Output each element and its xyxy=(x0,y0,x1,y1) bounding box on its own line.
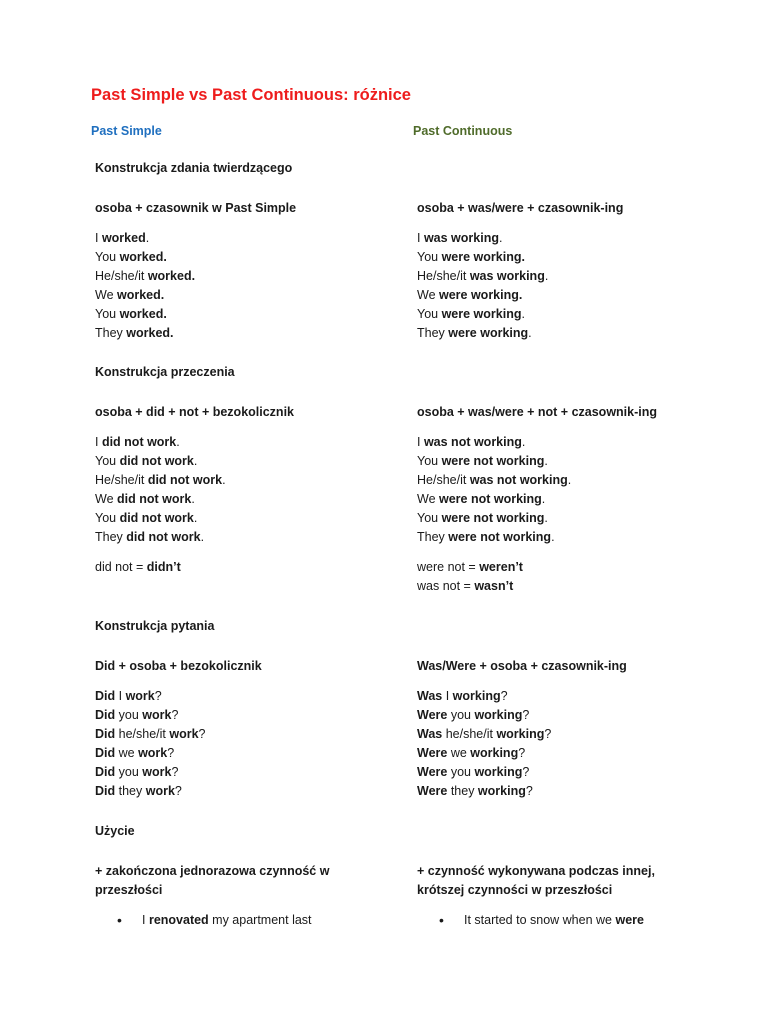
plain-text: You xyxy=(417,250,442,264)
negative-right-contractions xyxy=(417,558,523,596)
plain-text: He/she/it xyxy=(95,269,148,283)
negative-left-contraction xyxy=(95,558,181,577)
plain-text: They xyxy=(417,530,449,544)
plain-text: You xyxy=(95,250,120,264)
plain-text: I xyxy=(95,231,102,245)
example-line xyxy=(417,725,551,744)
plain-text: were not = xyxy=(417,560,480,574)
plain-text: We xyxy=(95,288,117,302)
plain-text: I xyxy=(115,689,126,703)
plain-text: ? xyxy=(171,765,179,779)
plain-text: We xyxy=(417,288,439,302)
bold-verb-text: was working xyxy=(423,231,499,245)
plain-text: you xyxy=(115,765,143,779)
plain-text: they xyxy=(447,784,478,798)
plain-text: . xyxy=(521,435,526,449)
bold-verb-text: Did xyxy=(95,784,116,798)
bold-verb-text: working xyxy=(474,708,523,722)
bold-verb-text: Was xyxy=(417,727,443,741)
bold-verb-text: work xyxy=(169,727,199,741)
example-line xyxy=(95,452,226,471)
plain-text: ? xyxy=(500,689,508,703)
bold-verb-text: Did xyxy=(95,765,116,779)
bold-verb-text: were working. xyxy=(441,250,525,264)
affirmative-right-formula: osoba + was/were + czasownik-ing xyxy=(417,201,624,215)
plain-text: We xyxy=(417,492,439,506)
plain-text: . xyxy=(200,530,205,544)
plain-text: ? xyxy=(522,708,530,722)
bold-verb-text: were not working xyxy=(439,492,542,506)
example-line xyxy=(417,782,551,801)
example-line xyxy=(95,725,205,744)
bold-verb-text: did not work xyxy=(126,530,201,544)
plain-text: did not = xyxy=(95,560,147,574)
example-line xyxy=(95,706,205,725)
example-line xyxy=(417,305,548,324)
plain-text: I xyxy=(95,435,102,449)
usage-right-description xyxy=(417,862,655,900)
plain-text: They xyxy=(95,530,127,544)
example-line xyxy=(95,687,205,706)
usage-left-bullet-bold: renovated xyxy=(148,913,209,927)
plain-text: I xyxy=(442,689,453,703)
plain-text: was not = xyxy=(417,579,475,593)
plain-text: . xyxy=(551,530,555,544)
plain-text: he/she/it xyxy=(115,727,170,741)
bold-verb-text: Did xyxy=(95,727,116,741)
plain-text: I xyxy=(417,435,424,449)
example-line xyxy=(417,706,551,725)
example-line xyxy=(95,433,226,452)
bold-verb-text: were working. xyxy=(439,288,523,302)
example-line xyxy=(417,687,551,706)
usage-left-bullet xyxy=(117,912,312,928)
example-line xyxy=(95,286,195,305)
plain-text: They xyxy=(95,326,127,340)
usage-left-bullet-post: my apartment last xyxy=(208,913,312,927)
plain-text: ? xyxy=(544,727,552,741)
bold-verb-text: didn’t xyxy=(146,560,181,574)
example-line xyxy=(417,452,571,471)
plain-text: He/she/it xyxy=(417,269,470,283)
bold-verb-text: Were xyxy=(417,746,448,760)
plain-text: You xyxy=(95,307,120,321)
bold-verb-text: worked. xyxy=(126,326,174,340)
plain-text: ? xyxy=(167,746,175,760)
plain-text: I xyxy=(417,231,424,245)
plain-text: . xyxy=(521,307,525,321)
example-line xyxy=(417,763,551,782)
plain-text: . xyxy=(544,269,549,283)
plain-text: he/she/it xyxy=(442,727,497,741)
example-line xyxy=(417,509,571,528)
usage-right-description-line-1: + czynność wykonywana podczas innej, xyxy=(417,864,655,878)
plain-text: ? xyxy=(171,708,179,722)
plain-text: . xyxy=(528,326,532,340)
page-title: Past Simple vs Past Continuous: różnice xyxy=(91,86,411,104)
plain-text: . xyxy=(544,454,548,468)
plain-text: They xyxy=(417,326,449,340)
bold-verb-text: did not work xyxy=(119,511,194,525)
plain-text: You xyxy=(417,307,442,321)
example-line xyxy=(95,324,195,343)
bold-verb-text: work xyxy=(138,746,168,760)
plain-text: we xyxy=(447,746,471,760)
example-line xyxy=(95,305,195,324)
plain-text: they xyxy=(115,784,146,798)
plain-text: . xyxy=(498,231,503,245)
plain-text: . xyxy=(541,492,546,506)
plain-text: . xyxy=(222,473,226,487)
example-line xyxy=(417,286,548,305)
example-line xyxy=(95,229,195,248)
plain-text: you xyxy=(447,765,475,779)
example-line xyxy=(95,782,205,801)
example-line xyxy=(95,267,195,286)
plain-text: ? xyxy=(174,784,182,798)
example-line xyxy=(95,744,205,763)
example-line xyxy=(95,248,195,267)
usage-right-bullet xyxy=(439,912,644,928)
example-line xyxy=(417,324,548,343)
plain-text: . xyxy=(191,492,195,506)
question-right-examples xyxy=(417,687,551,801)
usage-left-description xyxy=(95,862,329,900)
example-line xyxy=(417,471,571,490)
usage-heading: Użycie xyxy=(95,824,135,838)
example-line xyxy=(95,763,205,782)
plain-text: . xyxy=(567,473,572,487)
negative-heading: Konstrukcja przeczenia xyxy=(95,365,235,379)
usage-right-bullet-bold: were xyxy=(615,913,644,927)
bold-verb-text: worked. xyxy=(119,250,167,264)
bold-verb-text: worked. xyxy=(119,307,167,321)
negative-right-formula: osoba + was/were + not + czasownik-ing xyxy=(417,405,658,419)
plain-text: You xyxy=(417,454,442,468)
example-line xyxy=(95,558,181,577)
example-line xyxy=(417,267,548,286)
affirmative-left-examples xyxy=(95,229,195,343)
usage-right-bullet-pre: It started to snow when we xyxy=(464,913,616,927)
negative-right-examples xyxy=(417,433,571,547)
bold-verb-text: were not working xyxy=(441,454,545,468)
bold-verb-text: was working xyxy=(469,269,545,283)
plain-text: you xyxy=(447,708,475,722)
bold-verb-text: Did xyxy=(95,746,116,760)
bold-verb-text: were not working xyxy=(448,530,552,544)
bold-verb-text: work xyxy=(142,765,172,779)
plain-text: . xyxy=(193,511,198,525)
bold-verb-text: Was xyxy=(417,689,443,703)
bold-verb-text: weren’t xyxy=(479,560,523,574)
bold-verb-text: working xyxy=(474,765,523,779)
past-continuous-column-heading: Past Continuous xyxy=(413,124,513,138)
bold-verb-text: working xyxy=(452,689,501,703)
plain-text: . xyxy=(193,454,198,468)
plain-text: He/she/it xyxy=(95,473,148,487)
bold-verb-text: work xyxy=(125,689,155,703)
example-line xyxy=(417,577,523,596)
affirmative-heading: Konstrukcja zdania twierdzącego xyxy=(95,161,293,175)
plain-text: ? xyxy=(154,689,162,703)
plain-text: You xyxy=(95,454,120,468)
bold-verb-text: working xyxy=(470,746,519,760)
bold-verb-text: worked xyxy=(101,231,146,245)
question-left-examples xyxy=(95,687,205,801)
plain-text: we xyxy=(115,746,139,760)
example-line xyxy=(417,490,571,509)
question-left-formula: Did + osoba + bezokolicznik xyxy=(95,659,262,673)
bold-verb-text: working xyxy=(496,727,545,741)
past-simple-column-heading: Past Simple xyxy=(91,124,162,138)
affirmative-left-formula: osoba + czasownik w Past Simple xyxy=(95,201,297,215)
plain-text: He/she/it xyxy=(417,473,470,487)
plain-text: . xyxy=(176,435,180,449)
example-line xyxy=(417,229,548,248)
bold-verb-text: did not work xyxy=(117,492,192,506)
usage-left-description-line-2: przeszłości xyxy=(95,883,163,897)
bold-verb-text: did not work xyxy=(101,435,177,449)
bold-verb-text: work xyxy=(145,784,175,798)
plain-text: . xyxy=(145,231,150,245)
question-right-formula: Was/Were + osoba + czasownik-ing xyxy=(417,659,627,673)
bold-verb-text: were working xyxy=(448,326,529,340)
example-line xyxy=(417,744,551,763)
usage-left-description-line-1: + zakończona jednorazowa czynność w xyxy=(95,864,330,878)
example-line xyxy=(417,528,571,547)
question-heading: Konstrukcja pytania xyxy=(95,619,215,633)
bold-verb-text: was not working xyxy=(423,435,522,449)
bold-verb-text: work xyxy=(142,708,172,722)
plain-text: You xyxy=(95,511,120,525)
plain-text: ? xyxy=(518,746,526,760)
example-line xyxy=(95,509,226,528)
bold-verb-text: working xyxy=(477,784,526,798)
plain-text: ? xyxy=(198,727,206,741)
example-line xyxy=(95,528,226,547)
bold-verb-text: wasn’t xyxy=(474,579,514,593)
example-line xyxy=(417,558,523,577)
bold-verb-text: Did xyxy=(95,689,116,703)
bold-verb-text: worked. xyxy=(147,269,196,283)
usage-left-bullet-pre: I xyxy=(142,913,149,927)
bullet-dot-icon: • xyxy=(439,912,444,928)
plain-text: ? xyxy=(525,784,533,798)
negative-left-examples xyxy=(95,433,226,547)
bold-verb-text: Were xyxy=(417,765,448,779)
affirmative-right-examples xyxy=(417,229,548,343)
negative-left-formula: osoba + did + not + bezokolicznik xyxy=(95,405,294,419)
bold-verb-text: did not work xyxy=(119,454,194,468)
plain-text: We xyxy=(95,492,117,506)
example-line xyxy=(95,471,226,490)
example-line xyxy=(417,248,548,267)
example-line xyxy=(417,433,571,452)
bold-verb-text: were not working xyxy=(441,511,545,525)
bold-verb-text: Did xyxy=(95,708,116,722)
bold-verb-text: was not working xyxy=(469,473,568,487)
bullet-dot-icon: • xyxy=(117,912,122,928)
bold-verb-text: worked. xyxy=(117,288,165,302)
bold-verb-text: did not work xyxy=(147,473,223,487)
bold-verb-text: Were xyxy=(417,784,448,798)
example-line xyxy=(95,490,226,509)
bold-verb-text: Were xyxy=(417,708,448,722)
bold-verb-text: were working xyxy=(441,307,522,321)
plain-text: . xyxy=(544,511,548,525)
usage-right-description-line-2: krótszej czynności w przeszłości xyxy=(417,883,613,897)
plain-text: you xyxy=(115,708,143,722)
plain-text: ? xyxy=(522,765,530,779)
plain-text: You xyxy=(417,511,442,525)
